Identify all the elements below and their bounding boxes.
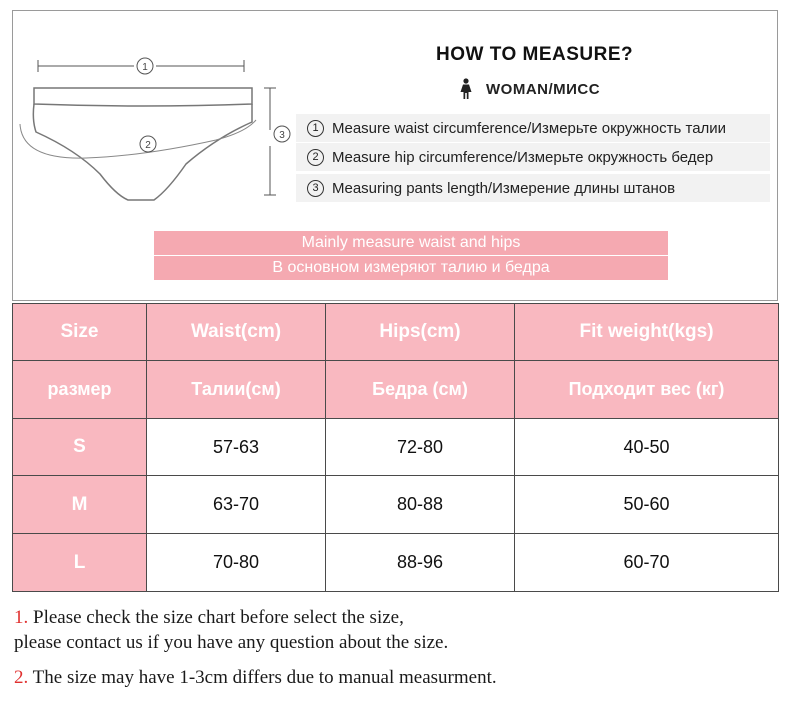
- note-number: 1.: [14, 607, 29, 628]
- size-cell: S: [13, 419, 147, 476]
- step-text: Measure hip circumference/Измерьте окружность бедер: [332, 148, 714, 166]
- measure-step-hip: [296, 143, 770, 171]
- header-hips-ru: Бедра (см): [326, 361, 515, 419]
- header-hips: Hips(cm): [326, 304, 515, 361]
- woman-icon: [458, 78, 474, 100]
- step-text: Measure waist circumference/Измерьте окружность талии: [332, 119, 727, 137]
- waist-cell: 63-70: [147, 476, 326, 534]
- hips-cell: 80-88: [326, 476, 515, 534]
- header-waist-ru: Талии(см): [147, 361, 326, 419]
- size-cell: M: [13, 476, 147, 534]
- gender-line: [458, 78, 600, 100]
- diagram-label-hip: 2: [145, 140, 151, 151]
- weight-cell: 50-60: [515, 476, 779, 534]
- measure-step-waist: [296, 114, 770, 142]
- step-text: Measuring pants length/Измерение длины штанов: [332, 179, 676, 197]
- panty-diagram: [16, 40, 296, 210]
- step-number: 2: [307, 149, 324, 166]
- hips-cell: 88-96: [326, 534, 515, 592]
- header-size-ru: размер: [13, 361, 147, 419]
- note-text: Please check the size chart before select the size,: [33, 607, 404, 628]
- table-header-row-en: [13, 304, 779, 361]
- measure-step-length: [296, 174, 770, 202]
- header-weight: Fit weight(kgs): [515, 304, 779, 361]
- waist-cell: 70-80: [147, 534, 326, 592]
- step-number: 3: [307, 180, 324, 197]
- header-size: Size: [13, 304, 147, 361]
- table-row: [13, 534, 779, 592]
- table-row: [13, 419, 779, 476]
- note-text: The size may have 1-3cm differs due to manual measurment.: [32, 667, 497, 688]
- diagram-label-waist: 1: [142, 62, 148, 73]
- note-text-line2: please contact us if you have any question about the size.: [14, 632, 449, 653]
- weight-cell: 60-70: [515, 534, 779, 592]
- waist-cell: 57-63: [147, 419, 326, 476]
- size-chart-table: [12, 303, 779, 592]
- header-waist: Waist(cm): [147, 304, 326, 361]
- note-1: [14, 605, 448, 655]
- note-number: 2.: [14, 667, 29, 688]
- hips-cell: 72-80: [326, 419, 515, 476]
- table-header-row-ru: [13, 361, 779, 419]
- measure-title: HOW TO MEASURE?: [436, 44, 634, 65]
- header-weight-ru: Подходит вес (кг): [515, 361, 779, 419]
- banner-line-ru: В основном измеряют талию и бедра: [154, 256, 668, 280]
- diagram-label-length: 3: [279, 130, 285, 141]
- gender-label: WOMAN/МИСС: [486, 80, 601, 98]
- step-number: 1: [307, 120, 324, 137]
- banner-line-en: Mainly measure waist and hips: [154, 231, 668, 255]
- table-row: [13, 476, 779, 534]
- size-cell: L: [13, 534, 147, 592]
- note-2: [14, 665, 497, 690]
- weight-cell: 40-50: [515, 419, 779, 476]
